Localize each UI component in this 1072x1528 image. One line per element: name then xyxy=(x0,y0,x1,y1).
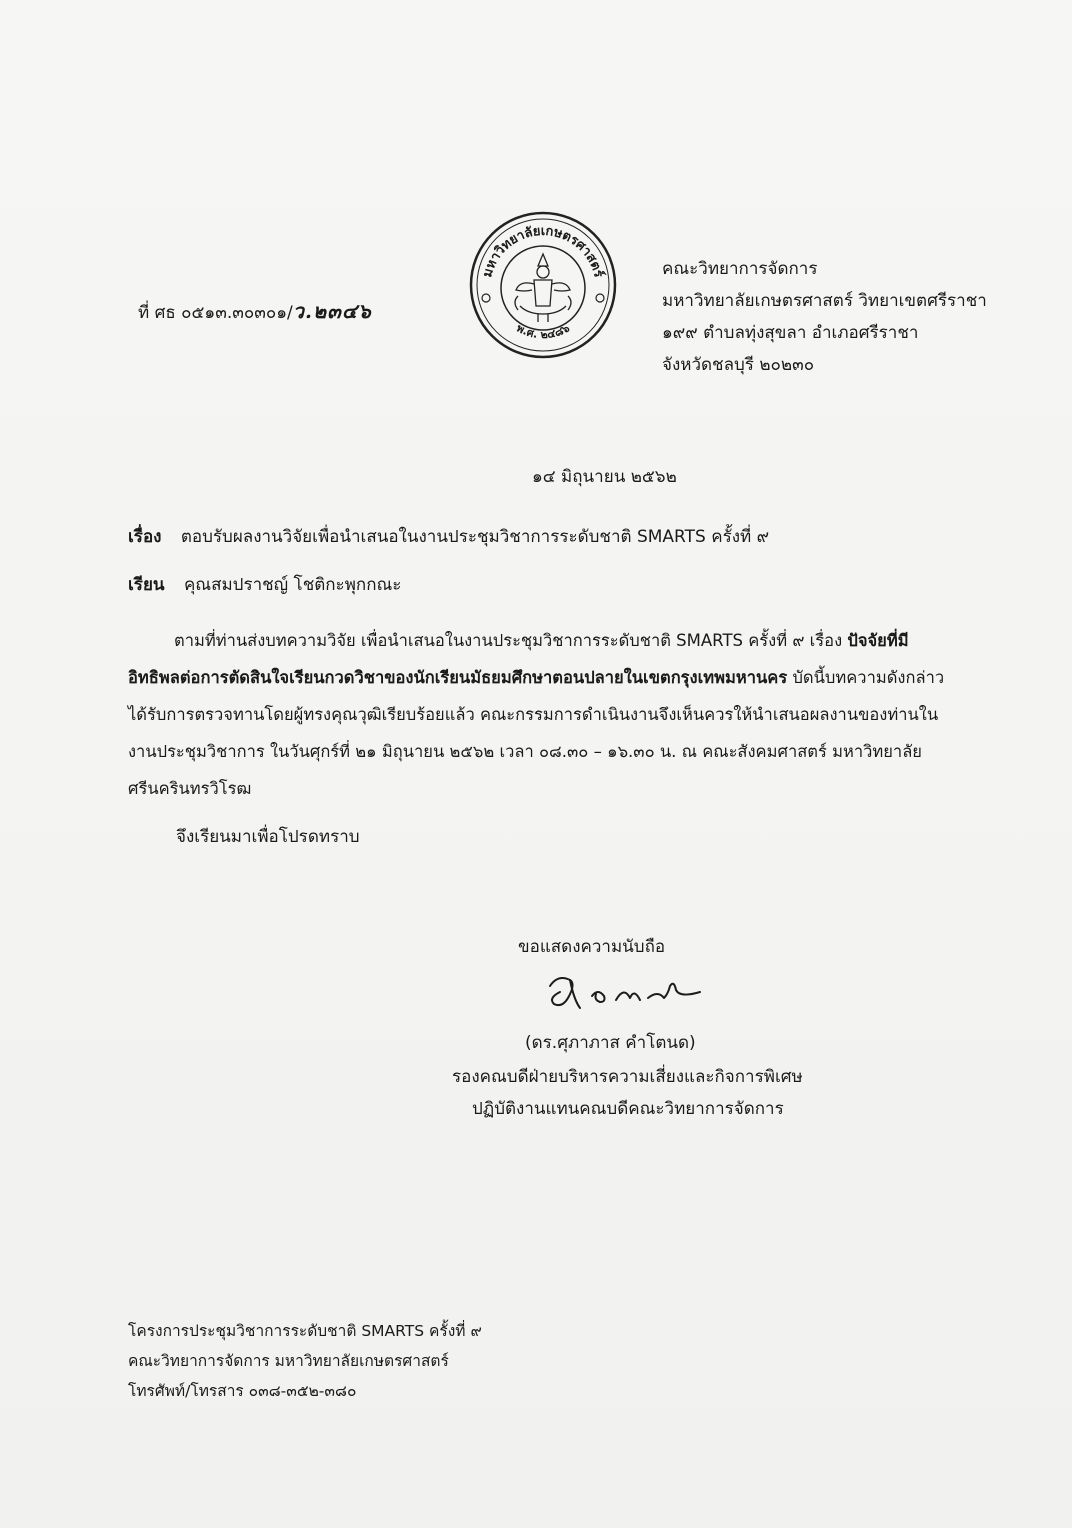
regards-text: ขอแสดงความนับถือ xyxy=(518,937,666,957)
closing-line: จึงเรียนมาเพื่อโปรดทราบ xyxy=(176,827,360,847)
paper-title: ปัจจัยที่มีอิทธิพลต่อการตัดสินใจเรียนกวดวิชาของนักเรียนมัธยมศึกษาตอนปลายในเขตกรุงเทพมหานคร xyxy=(128,631,909,687)
recipient-label: เรียน xyxy=(128,575,165,595)
recipient-name: คุณสมปราชญ์ โชติกะพุกกณะ xyxy=(183,575,402,595)
footer-line-3: โทรศัพท์/โทรสาร ๐๓๘-๓๕๒-๓๘๐ xyxy=(128,1382,357,1400)
svg-text:มหาวิทยาลัยเกษตรศาสตร์ xyxy=(480,224,607,279)
sender-line-1: คณะวิทยาการจัดการ xyxy=(662,259,818,279)
signer-name: (ดร.ศุภาภาส คำโตนด) xyxy=(525,1033,696,1053)
signer-position-2: ปฏิบัติงานแทนคณบดีคณะวิทยาการจัดการ xyxy=(472,1099,784,1119)
sender-line-2: มหาวิทยาลัยเกษตรศาสตร์ วิทยาเขตศรีราชา xyxy=(662,291,987,311)
seal-name-text: มหาวิทยาลัยเกษตรศาสตร์ xyxy=(480,223,606,280)
subject-text: ตอบรับผลงานวิจัยเพื่อนำเสนอในงานประชุมวิชาการระดับชาติ SMARTS ครั้งที่ ๙ xyxy=(180,527,770,547)
sender-line-4: จังหวัดชลบุรี ๒๐๒๓๐ xyxy=(662,355,815,375)
svg-text:พ.ศ. ๒๔๘๖ xyxy=(514,321,572,341)
signature-icon xyxy=(540,968,710,1018)
university-seal-icon xyxy=(468,210,618,360)
recipient-row xyxy=(128,574,401,596)
reference-number xyxy=(138,300,372,324)
body-part-2: บัดนี้บทความดังกล่าวได้รับการตรวจทานโดยผู้ทรงคุณวุฒิเรียบร้อยแล้ว คณะกรรมการดำเนินงานจึงเห็นควรให้นำเสนอผลงานของท่านในงานประชุมวิชาการ ในวันศุกร์ที่ ๒๑ มิถุนายน ๒๕๖๒ เวลา ๐๘.๓๐ – ๑๖.๓๐ น. ณ คณะสังคมศาสตร์ มหาวิทยาลัยศรีนครินทรวิโรฒ xyxy=(128,668,945,798)
subject-label: เรื่อง xyxy=(128,527,162,547)
footer-line-2: คณะวิทยาการจัดการ มหาวิทยาลัยเกษตรศาสตร์ xyxy=(128,1352,449,1370)
reference-handwritten: ว.๒๓๔๖ xyxy=(292,299,372,323)
signer-position-1: รองคณบดีฝ่ายบริหารความเสี่ยงและกิจการพิเศษ xyxy=(452,1067,803,1087)
body-part-1: ตามที่ท่านส่งบทความวิจัย เพื่อนำเสนอในงานประชุมวิชาการระดับชาติ SMARTS ครั้งที่ ๙ เรื่อง xyxy=(174,631,848,650)
sender-line-3: ๑๙๙ ตำบลทุ่งสุขลา อำเภอศรีราชา xyxy=(662,323,919,343)
letter-date: ๑๔ มิถุนายน ๒๕๖๒ xyxy=(532,467,677,487)
reference-prefix: ที่ ศธ ๐๕๑๓.๓๐๓๐๑/ xyxy=(138,303,293,323)
seal-year-text: พ.ศ. ๒๔๘๖ xyxy=(514,321,572,342)
body-paragraph xyxy=(128,622,958,807)
footer-line-1: โครงการประชุมวิชาการระดับชาติ SMARTS ครั้งที่ ๙ xyxy=(128,1322,482,1340)
subject-row xyxy=(128,526,769,548)
